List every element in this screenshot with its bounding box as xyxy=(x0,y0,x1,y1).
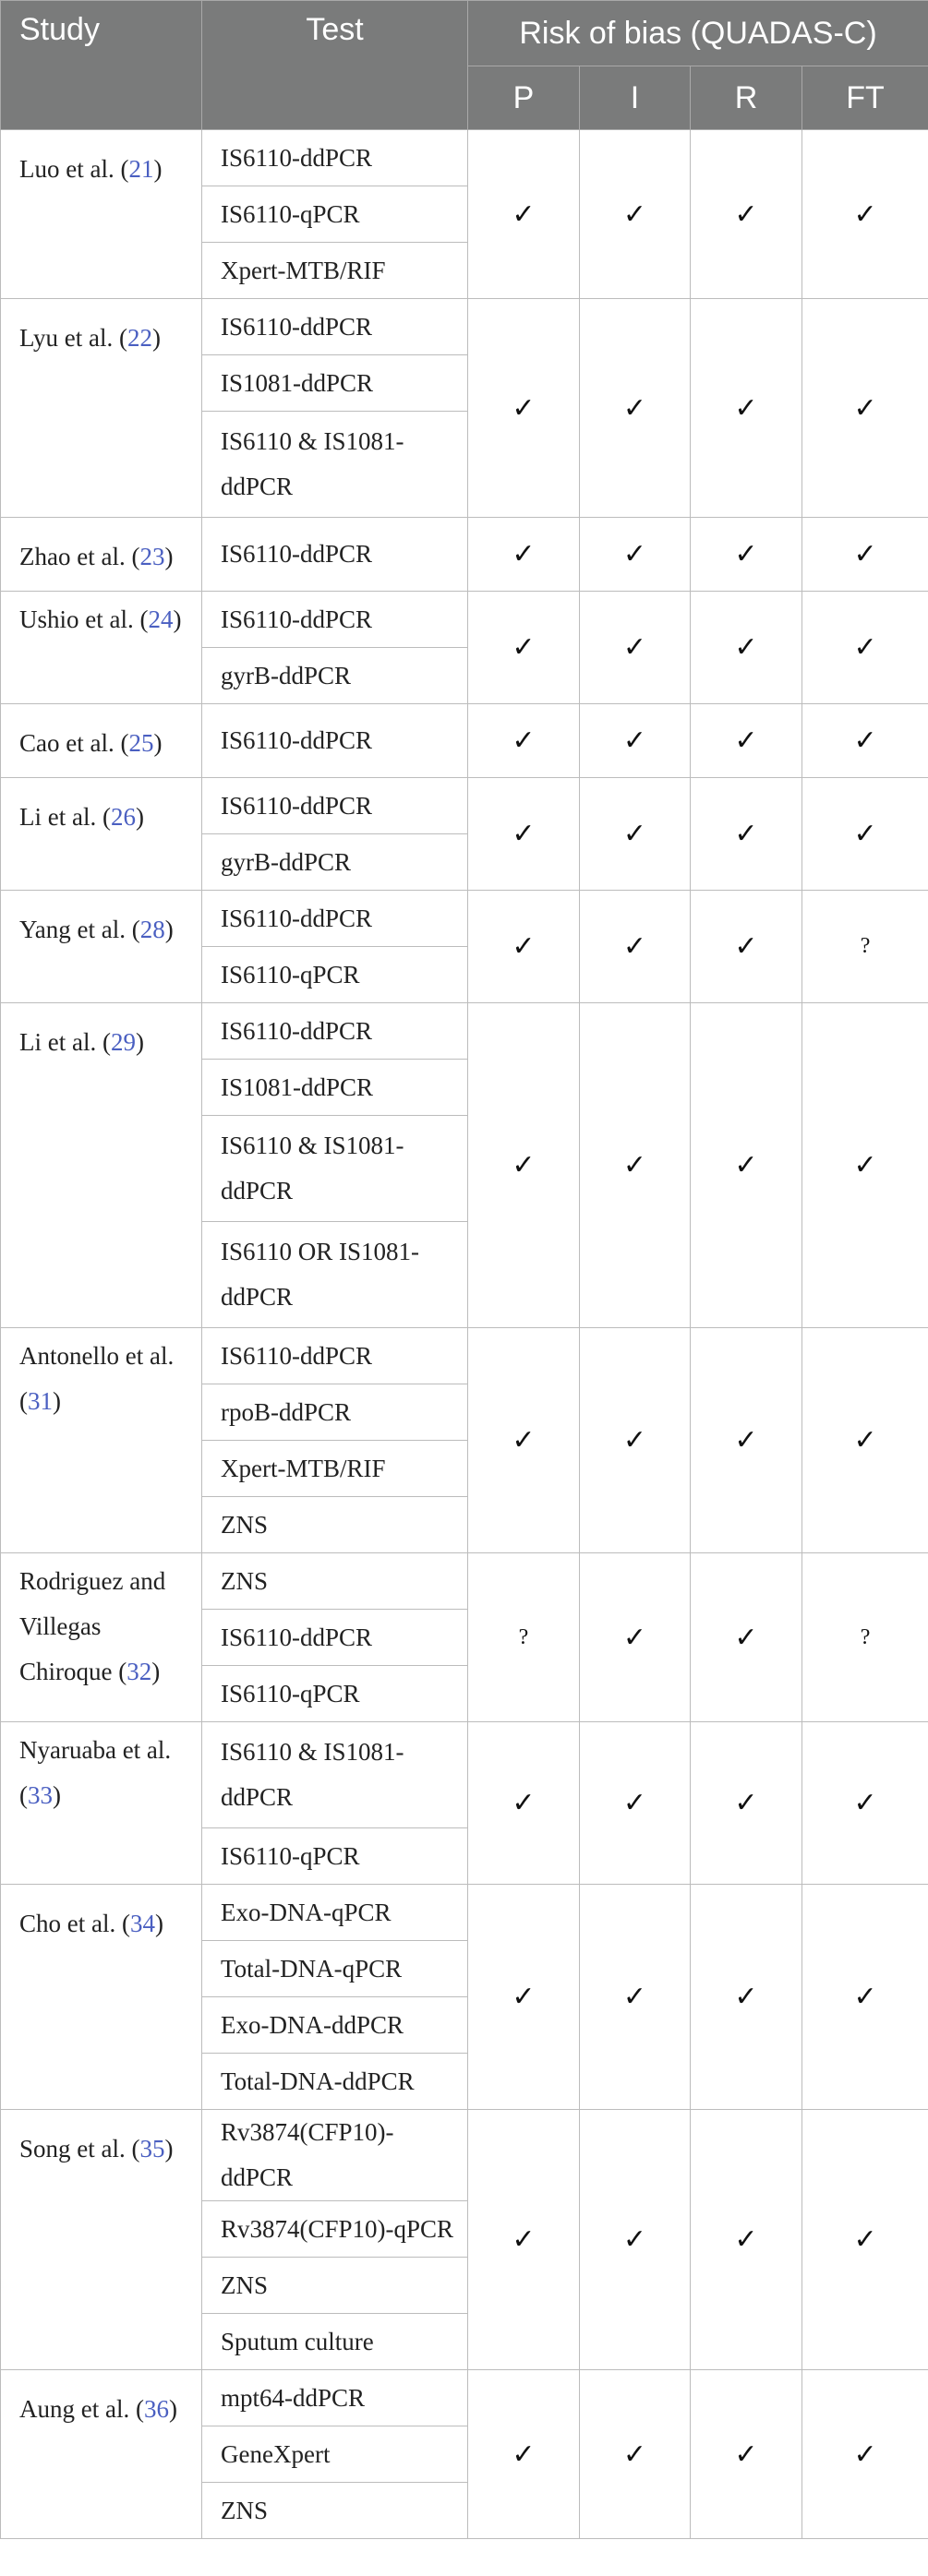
test-cell: ZNS xyxy=(202,1497,468,1553)
test-cell: rpoB-ddPCR xyxy=(202,1384,468,1441)
bias-p-mark: ✓ xyxy=(468,2110,580,2370)
study-name-close: ) xyxy=(151,324,161,352)
test-cell: mpt64-ddPCR xyxy=(202,2370,468,2426)
header-domain-i: I xyxy=(580,66,691,130)
test-cell: ZNS xyxy=(202,2258,468,2314)
test-cell: Xpert-MTB/RIF xyxy=(202,1441,468,1497)
header-domain-ft: FT xyxy=(802,66,928,130)
test-cell: gyrB-ddPCR xyxy=(202,648,468,704)
study-name: Cao et al. ( xyxy=(19,729,129,757)
header-domain-p: P xyxy=(468,66,580,130)
table-row xyxy=(1,518,928,592)
reference-link[interactable]: 24 xyxy=(148,605,174,633)
table-row xyxy=(1,2110,928,2201)
header-test: Test xyxy=(202,1,468,130)
test-cell: gyrB-ddPCR xyxy=(202,834,468,891)
reference-link[interactable]: 32 xyxy=(127,1658,152,1685)
bias-i-mark: ✓ xyxy=(580,1003,691,1328)
test-cell: ZNS xyxy=(202,1553,468,1610)
study-name-close: ) xyxy=(164,543,174,570)
table-row xyxy=(1,2370,928,2426)
bias-r-mark: ✓ xyxy=(691,891,802,1003)
test-cell: IS6110-ddPCR xyxy=(202,1610,468,1666)
test-cell: IS1081-ddPCR xyxy=(202,355,468,412)
bias-ft-mark: ✓ xyxy=(802,1328,928,1553)
bias-i-mark: ✓ xyxy=(580,518,691,592)
study-name-close: ) xyxy=(135,1028,144,1056)
table-row xyxy=(1,1722,928,1828)
bias-i-mark: ✓ xyxy=(580,299,691,518)
bias-ft-mark: ? xyxy=(802,1553,928,1722)
bias-r-mark: ✓ xyxy=(691,1003,802,1328)
bias-r-mark: ✓ xyxy=(691,592,802,704)
header-risk-of-bias: Risk of bias (QUADAS-C) xyxy=(468,1,928,66)
header-study: Study xyxy=(1,1,202,130)
bias-p-mark: ✓ xyxy=(468,704,580,778)
test-cell: IS6110-ddPCR xyxy=(202,891,468,947)
table-row xyxy=(1,891,928,947)
study-cell xyxy=(1,299,202,518)
test-cell: IS6110-qPCR xyxy=(202,1828,468,1885)
study-cell xyxy=(1,592,202,704)
test-cell: Rv3874(CFP10)-ddPCR xyxy=(202,2110,468,2201)
header-domain-r: R xyxy=(691,66,802,130)
test-cell: Rv3874(CFP10)-qPCR xyxy=(202,2201,468,2258)
study-name: Yang et al. ( xyxy=(19,916,140,943)
reference-link[interactable]: 21 xyxy=(128,155,154,183)
test-cell: IS6110-qPCR xyxy=(202,186,468,243)
bias-p-mark: ✓ xyxy=(468,518,580,592)
table-row xyxy=(1,1328,928,1384)
test-cell: IS6110-ddPCR xyxy=(202,592,468,648)
test-cell: IS6110 OR IS1081-ddPCR xyxy=(202,1222,468,1328)
test-cell: IS6110-ddPCR xyxy=(202,778,468,834)
test-cell: ZNS xyxy=(202,2483,468,2539)
test-cell: IS6110-ddPCR xyxy=(202,704,468,778)
test-cell: IS6110 & IS1081-ddPCR xyxy=(202,1116,468,1222)
reference-link[interactable]: 29 xyxy=(110,1028,136,1056)
bias-ft-mark: ✓ xyxy=(802,299,928,518)
bias-ft-mark: ✓ xyxy=(802,1722,928,1885)
bias-r-mark: ✓ xyxy=(691,778,802,891)
study-name-close: ) xyxy=(164,2135,174,2163)
bias-ft-mark: ✓ xyxy=(802,1003,928,1328)
bias-i-mark: ✓ xyxy=(580,704,691,778)
bias-p-mark: ✓ xyxy=(468,778,580,891)
study-cell xyxy=(1,2110,202,2370)
study-name: Li et al. ( xyxy=(19,1028,111,1056)
bias-ft-mark: ✓ xyxy=(802,2370,928,2539)
table-row xyxy=(1,130,928,186)
bias-p-mark: ✓ xyxy=(468,891,580,1003)
bias-p-mark: ✓ xyxy=(468,1722,580,1885)
bias-r-mark: ✓ xyxy=(691,299,802,518)
study-cell xyxy=(1,891,202,1003)
study-name: Li et al. ( xyxy=(19,803,111,831)
bias-i-mark: ✓ xyxy=(580,130,691,299)
bias-p-mark: ✓ xyxy=(468,1003,580,1328)
test-cell: GeneXpert xyxy=(202,2426,468,2483)
study-cell xyxy=(1,518,202,592)
reference-link[interactable]: 25 xyxy=(128,729,154,757)
study-cell xyxy=(1,1722,202,1885)
test-cell: Total-DNA-qPCR xyxy=(202,1941,468,1997)
bias-i-mark: ✓ xyxy=(580,1722,691,1885)
table-body xyxy=(1,130,928,2539)
bias-ft-mark: ✓ xyxy=(802,704,928,778)
bias-i-mark: ✓ xyxy=(580,2110,691,2370)
table-row xyxy=(1,592,928,648)
bias-p-mark: ✓ xyxy=(468,130,580,299)
study-name: Cho et al. ( xyxy=(19,1910,130,1937)
bias-ft-mark: ✓ xyxy=(802,1885,928,2110)
bias-ft-mark: ✓ xyxy=(802,778,928,891)
reference-link[interactable]: 28 xyxy=(139,916,165,943)
bias-ft-mark: ✓ xyxy=(802,130,928,299)
study-name-close: ) xyxy=(168,2395,177,2423)
study-cell xyxy=(1,2370,202,2539)
study-cell xyxy=(1,704,202,778)
table-row xyxy=(1,704,928,778)
reference-link[interactable]: 23 xyxy=(139,543,165,570)
bias-r-mark: ✓ xyxy=(691,518,802,592)
table-row xyxy=(1,778,928,834)
study-name: Aung et al. ( xyxy=(19,2395,144,2423)
study-cell xyxy=(1,1003,202,1328)
study-name: Luo et al. ( xyxy=(19,155,129,183)
test-cell: IS6110-ddPCR xyxy=(202,1328,468,1384)
bias-p-mark: ✓ xyxy=(468,1885,580,2110)
table-row xyxy=(1,1003,928,1060)
study-name: Rodriguez and Villegas Chiroque ( xyxy=(19,1567,166,1685)
test-cell: IS6110-ddPCR xyxy=(202,299,468,355)
bias-r-mark: ✓ xyxy=(691,1722,802,1885)
study-name: Zhao et al. ( xyxy=(19,543,140,570)
bias-p-mark: ? xyxy=(468,1553,580,1722)
study-name-close: ) xyxy=(151,1658,161,1685)
study-name-close: ) xyxy=(53,1387,61,1415)
bias-r-mark: ✓ xyxy=(691,704,802,778)
study-name: Song et al. ( xyxy=(19,2135,140,2163)
reference-link[interactable]: 31 xyxy=(28,1387,53,1415)
bias-r-mark: ✓ xyxy=(691,1885,802,2110)
test-cell: IS6110-ddPCR xyxy=(202,130,468,186)
bias-r-mark: ✓ xyxy=(691,2110,802,2370)
test-cell: IS6110 & IS1081-ddPCR xyxy=(202,1722,468,1828)
table-header xyxy=(1,1,928,130)
reference-link[interactable]: 36 xyxy=(143,2395,169,2423)
test-cell: IS6110-ddPCR xyxy=(202,518,468,592)
bias-r-mark: ✓ xyxy=(691,1553,802,1722)
bias-p-mark: ✓ xyxy=(468,592,580,704)
reference-link[interactable]: 26 xyxy=(110,803,136,831)
study-name-close: ) xyxy=(173,605,182,633)
test-cell: Total-DNA-ddPCR xyxy=(202,2054,468,2110)
bias-i-mark: ✓ xyxy=(580,592,691,704)
table-row xyxy=(1,1885,928,1941)
bias-i-mark: ✓ xyxy=(580,2370,691,2539)
study-name-close: ) xyxy=(164,916,174,943)
test-cell: Exo-DNA-ddPCR xyxy=(202,1997,468,2054)
test-cell: IS6110-qPCR xyxy=(202,1666,468,1722)
test-cell: Xpert-MTB/RIF xyxy=(202,243,468,299)
study-cell xyxy=(1,130,202,299)
study-cell xyxy=(1,778,202,891)
bias-p-mark: ✓ xyxy=(468,299,580,518)
study-name: Antonello et al. ( xyxy=(19,1342,175,1415)
table-row xyxy=(1,1553,928,1610)
bias-p-mark: ✓ xyxy=(468,2370,580,2539)
test-cell: IS1081-ddPCR xyxy=(202,1060,468,1116)
study-cell xyxy=(1,1328,202,1553)
table-row xyxy=(1,299,928,355)
bias-i-mark: ✓ xyxy=(580,1885,691,2110)
test-cell: IS6110-qPCR xyxy=(202,947,468,1003)
bias-i-mark: ✓ xyxy=(580,891,691,1003)
bias-ft-mark: ? xyxy=(802,891,928,1003)
study-cell xyxy=(1,1885,202,2110)
study-name-close: ) xyxy=(153,155,163,183)
bias-i-mark: ✓ xyxy=(580,778,691,891)
study-name: Nyaruaba et al. ( xyxy=(19,1736,172,1809)
bias-r-mark: ✓ xyxy=(691,2370,802,2539)
bias-i-mark: ✓ xyxy=(580,1553,691,1722)
study-name-close: ) xyxy=(153,729,163,757)
bias-ft-mark: ✓ xyxy=(802,518,928,592)
bias-i-mark: ✓ xyxy=(580,1328,691,1553)
test-cell: IS6110-ddPCR xyxy=(202,1003,468,1060)
bias-r-mark: ✓ xyxy=(691,130,802,299)
test-cell: IS6110 & IS1081-ddPCR xyxy=(202,412,468,518)
study-name-close: ) xyxy=(53,1781,61,1809)
bias-ft-mark: ✓ xyxy=(802,592,928,704)
study-name-close: ) xyxy=(154,1910,163,1937)
reference-link[interactable]: 35 xyxy=(139,2135,165,2163)
study-name: Lyu et al. ( xyxy=(19,324,127,352)
reference-link[interactable]: 33 xyxy=(28,1781,53,1809)
reference-link[interactable]: 34 xyxy=(129,1910,155,1937)
test-cell: Sputum culture xyxy=(202,2314,468,2370)
bias-p-mark: ✓ xyxy=(468,1328,580,1553)
test-cell: Exo-DNA-qPCR xyxy=(202,1885,468,1941)
study-cell xyxy=(1,1553,202,1722)
bias-r-mark: ✓ xyxy=(691,1328,802,1553)
bias-ft-mark: ✓ xyxy=(802,2110,928,2370)
study-name: Ushio et al. ( xyxy=(19,605,149,633)
reference-link[interactable]: 22 xyxy=(127,324,152,352)
study-name-close: ) xyxy=(135,803,144,831)
